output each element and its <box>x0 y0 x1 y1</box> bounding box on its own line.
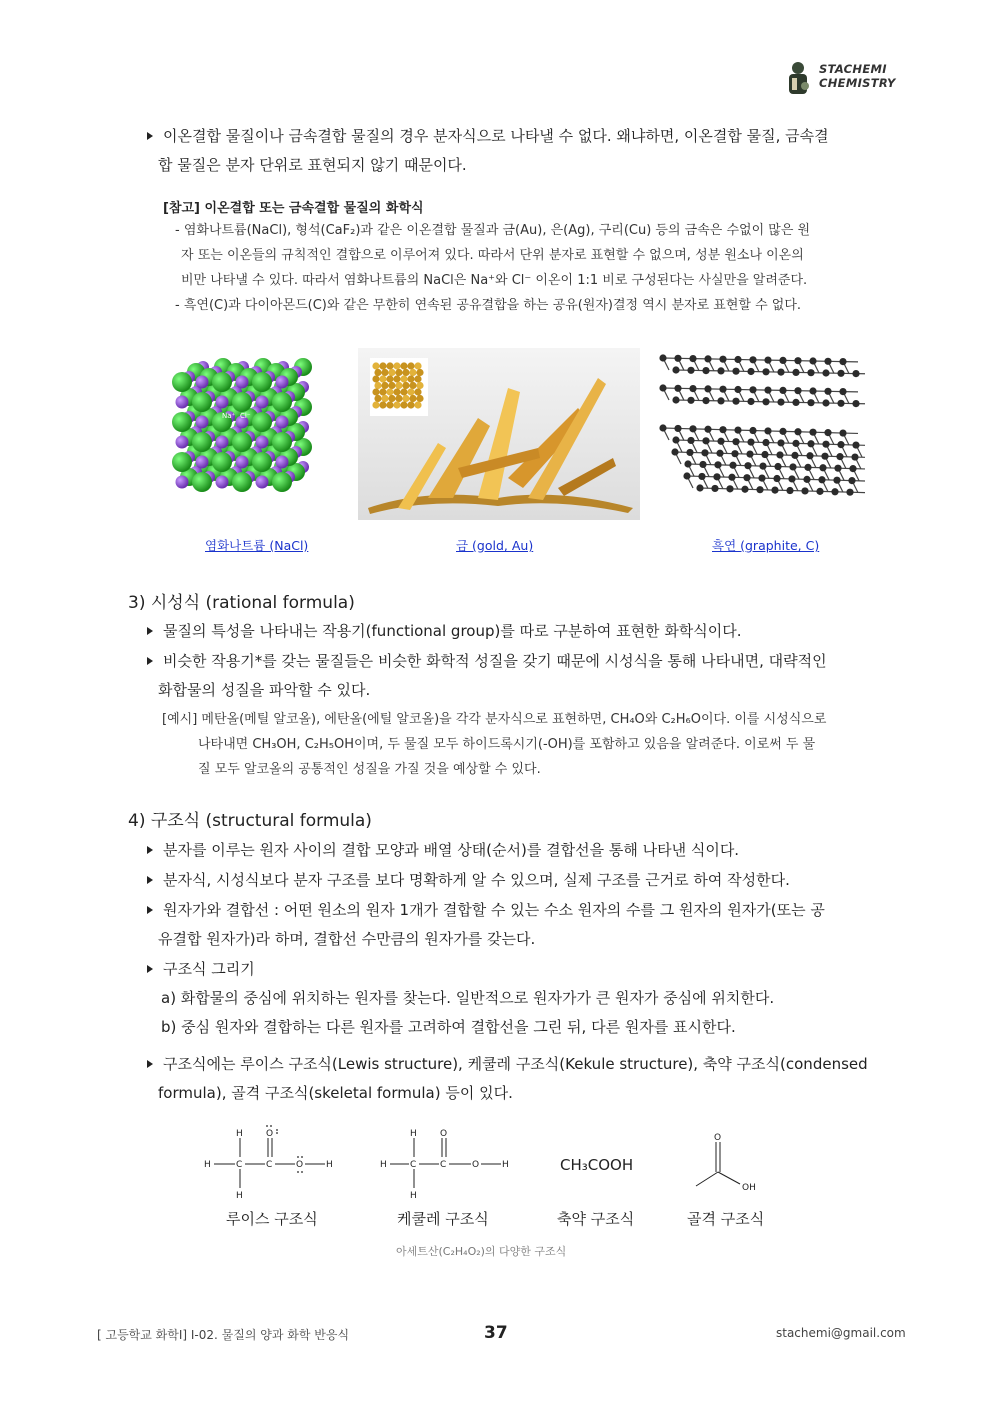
reference-title: [참고] 이온결합 또는 금속결합 물질의 화학식 <box>163 201 424 216</box>
gold-crystal-image <box>358 348 640 520</box>
section3-b2-line1: 비슷한 작용기*를 갖는 물질들은 비슷한 화학적 성질을 갖기 때문에 시성식을 통해 나타내면, 대략적인 <box>163 652 827 670</box>
svg-text:H: H <box>326 1160 333 1170</box>
section4-b2: 분자식, 시성식보다 분자 구조를 보다 명확하게 알 수 있으며, 실제 구조를 근거로 하여 작성한다. <box>163 871 790 889</box>
section3-ex-line2: 나타내면 CH₃OH, C₂H₅OH이며, 두 물질 모두 하이드록시기(-OH)를 포함하고 있음을 알려준다. 이로써 두 물 <box>198 737 816 752</box>
section4-b3-line2: 유결합 원자가)라 하며, 결합선 수만큼의 원자가를 갖는다. <box>158 930 536 948</box>
footer-email[interactable]: stachemi@gmail.com <box>776 1326 906 1340</box>
label-condensed: 축약 구조식 <box>557 1210 635 1228</box>
reference-p1-line3: 비만 나타낼 수 있다. 따라서 염화나트륨의 NaCl은 Na⁺와 Cl⁻ 이온이 1:1 비로 구성된다는 사실만을 알려준다. <box>181 273 808 288</box>
reference-body <box>175 218 900 318</box>
reference-p1-line1: - 염화나트륨(NaCl), 형석(CaF₂)과 같은 이온결합 물질과 금(Au), 은(Ag), 구리(Cu) 등의 금속은 수없이 많은 원 <box>175 223 811 238</box>
footer-left: [ 고등학교 화학Ⅰ] Ⅰ-02. 물질의 양과 화학 반응식 <box>97 1328 350 1342</box>
section4-step-a: a) 화합물의 중심에 위치하는 원자를 찾는다. 일반적으로 원자가가 큰 원자가 중심에 위치한다. <box>161 989 775 1007</box>
skeletal-structure-diagram <box>696 1133 756 1193</box>
svg-text:H: H <box>236 1191 243 1201</box>
svg-text:C: C <box>410 1160 417 1170</box>
svg-text:OH: OH <box>742 1183 756 1193</box>
section4-b3-line1: 원자가와 결합선 : 어떤 원소의 원자 1개가 결합할 수 있는 수소 원자의 수를 그 원자의 원자가(또는 공 <box>163 901 825 919</box>
condensed-formula-text: CH₃COOH <box>560 1156 634 1174</box>
page-number: 37 <box>484 1323 508 1343</box>
nacl-label-na: Na⁺ <box>222 412 236 420</box>
intro-line2: 합 물질은 분자 단위로 표현되지 않기 때문이다. <box>158 156 467 174</box>
section3-b1: 물질의 특성을 나타내는 작용기(functional group)를 따로 구분하여 표현한 화학식이다. <box>163 622 742 640</box>
svg-text:O: O <box>714 1133 722 1143</box>
header-logo <box>783 58 898 98</box>
svg-text:H: H <box>410 1191 417 1201</box>
svg-text:O: O <box>472 1160 480 1170</box>
section4-b1: 분자를 이루는 원자 사이의 결합 모양과 배열 상태(순서)를 결합선을 통해 나타낸 식이다. <box>163 841 740 859</box>
bullet-triangle-icon <box>147 657 153 665</box>
svg-text:H: H <box>380 1160 387 1170</box>
svg-text:C: C <box>440 1160 447 1170</box>
logo-line1: STACHEMI <box>819 62 887 76</box>
nacl-label-cl: Cl⁻ <box>240 412 251 420</box>
reference-p1-line2: 자 또는 이온들의 규칙적인 결합으로 이루어져 있다. 따라서 단위 분자로 표현할 수 없으며, 성분 원소나 이온의 <box>181 248 804 263</box>
svg-text:H: H <box>236 1129 243 1139</box>
kekule-structure-diagram <box>380 1129 509 1201</box>
intro-line1: 이온결합 물질이나 금속결합 물질의 경우 분자식으로 나타낼 수 없다. 왜냐하면, 이온결합 물질, 금속결 <box>163 127 829 145</box>
scientist-logo-icon <box>783 60 813 96</box>
section3-b2-line2: 화합물의 성질을 파악할 수 있다. <box>158 681 371 699</box>
logo-line2: CHEMISTRY <box>819 76 896 90</box>
svg-text:H: H <box>204 1160 211 1170</box>
bullet-triangle-icon <box>147 846 153 854</box>
section3-title: 3) 시성식 (rational formula) <box>128 593 355 613</box>
nacl-lattice-image <box>170 352 345 520</box>
section3-ex-line3: 질 모두 알코올의 공통적인 성질을 가질 것을 예상할 수 있다. <box>198 762 541 777</box>
section4-b5-line1: 구조식에는 루이스 구조식(Lewis structure), 케쿨레 구조식(Kekule structure), 축약 구조식(condensed <box>163 1055 868 1073</box>
graphite-layers-image <box>655 350 865 520</box>
svg-text:H: H <box>502 1160 509 1170</box>
section4-bullets <box>147 836 907 1108</box>
svg-text:O: O <box>266 1129 274 1139</box>
section4-b5-line2: formula), 골격 구조식(skeletal formula) 등이 있다. <box>158 1084 513 1102</box>
bullet-triangle-icon <box>147 627 153 635</box>
figure-caption: 아세트산(C₂H₄O₂)의 다양한 구조식 <box>396 1245 567 1258</box>
section4-step-b: b) 중심 원자와 결합하는 다른 원자를 고려하여 결합선을 그린 뒤, 다른 원자를 표시한다. <box>161 1018 736 1036</box>
section4-b4: 구조식 그리기 <box>163 960 255 978</box>
section3-ex-line1: [예시] 메탄올(메틸 알코올), 에탄올(에틸 알코올)을 각각 분자식으로 표현하면, CH₄O와 C₂H₆O이다. 이를 시성식으로 <box>162 712 827 727</box>
label-lewis: 루이스 구조식 <box>226 1210 318 1228</box>
bullet-triangle-icon <box>147 1060 153 1068</box>
bullet-triangle-icon <box>147 965 153 973</box>
reference-p2: - 흑연(C)과 다이아몬드(C)와 같은 무한히 연속된 공유결합을 하는 공유(원자)결정 역시 분자로 표현할 수 없다. <box>175 298 802 313</box>
section3-bullets <box>147 617 907 705</box>
section4-title: 4) 구조식 (structural formula) <box>128 811 372 831</box>
caption-nacl[interactable]: 염화나트륨 (NaCl) <box>205 538 309 553</box>
section3-example <box>162 707 907 782</box>
lewis-structure-diagram <box>204 1125 333 1201</box>
structural-formulas-figure <box>200 1122 800 1212</box>
bullet-triangle-icon <box>147 876 153 884</box>
bullet-triangle-icon <box>147 132 153 140</box>
svg-text:H: H <box>410 1129 417 1139</box>
svg-text:O: O <box>296 1160 304 1170</box>
svg-text:C: C <box>236 1160 243 1170</box>
label-kekule: 케쿨레 구조식 <box>397 1210 489 1228</box>
svg-text:C: C <box>266 1160 273 1170</box>
label-skeletal: 골격 구조식 <box>687 1210 765 1228</box>
svg-text:O: O <box>440 1129 448 1139</box>
caption-graphite[interactable]: 흑연 (graphite, C) <box>712 538 820 553</box>
bullet-triangle-icon <box>147 906 153 914</box>
intro-bullet <box>147 122 907 180</box>
caption-gold[interactable]: 금 (gold, Au) <box>456 538 534 553</box>
